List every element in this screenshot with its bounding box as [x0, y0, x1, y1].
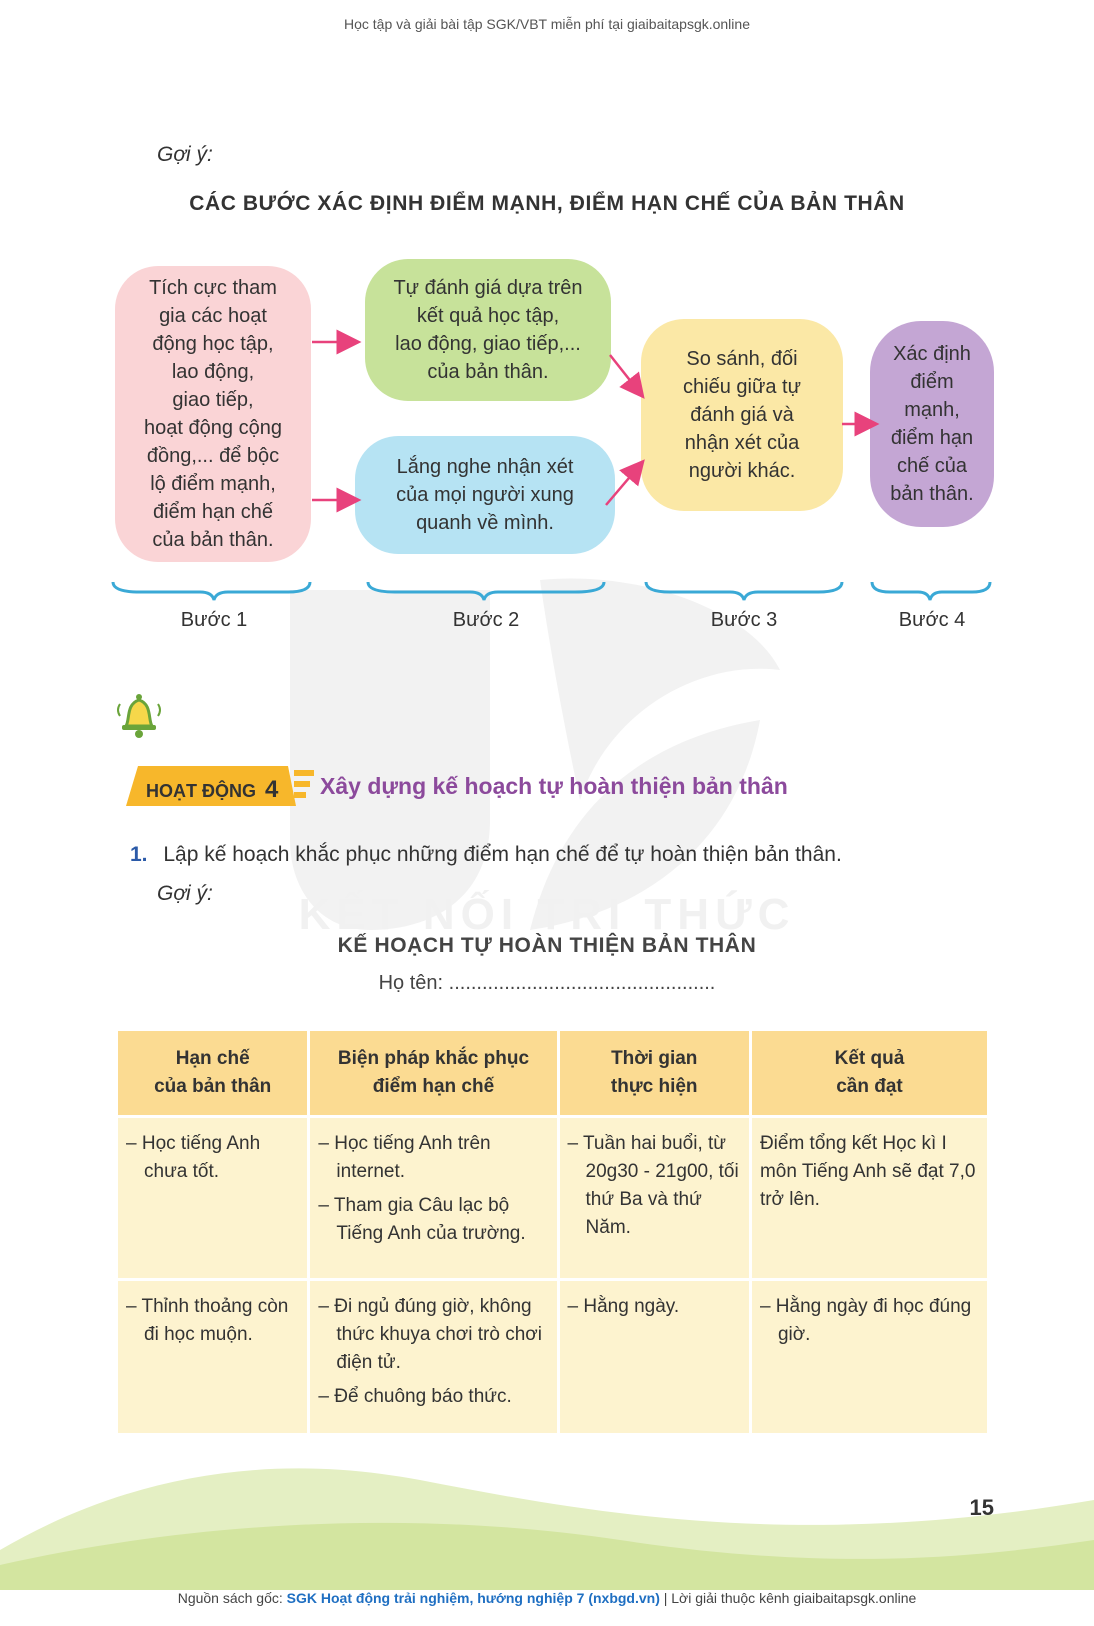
step4-line: điểm hạn [890, 427, 974, 449]
diagram-title: CÁC BƯỚC XÁC ĐỊNH ĐIỂM MẠNH, ĐIỂM HẠN CHẾ CỦA BẢN THÂN [189, 192, 905, 215]
step3-line: chiếu giữa tự [683, 376, 801, 398]
task-item-1 [130, 843, 842, 867]
cell-text: – Học tiếng Anh chưa tốt. [126, 1133, 261, 1182]
table-cell [560, 1281, 749, 1433]
step3-line: người khác. [688, 460, 796, 482]
brace-step2 [368, 582, 604, 600]
watermark-text: KẾT NỐI TRI THỨC [298, 890, 796, 939]
header-text: cần đạt [836, 1076, 903, 1097]
cell-text: Điểm tổng kết Học kì I môn Tiếng Anh sẽ đạt 7,0 trở lên. [759, 1133, 976, 1210]
step1-line: lộ điểm mạnh, [150, 473, 276, 495]
step3-line: đánh giá và [690, 404, 794, 426]
source-link[interactable]: SGK Hoạt động trải nghiệm, hướng nghiệp 7 (nxbgd.vn) [286, 1590, 660, 1606]
top-note: Học tập và giải bài tập SGK/VBT miễn phí tại giaibaitapsgk.online [344, 16, 750, 32]
table-cell [560, 1118, 749, 1278]
cell-text: – Thỉnh thoảng còn đi học muộn. [126, 1296, 289, 1345]
header-text: thực hiện [610, 1076, 698, 1097]
diagram-connectors [0, 0, 1094, 640]
step4-line: bản thân. [890, 483, 974, 505]
brace-step3 [646, 582, 842, 600]
source-suffix: | Lời giải thuộc kênh giaibaitapsgk.online [659, 1590, 917, 1606]
step1-line: động học tập, [152, 333, 274, 355]
step-label-4: Bước 4 [898, 609, 966, 631]
header-result [752, 1031, 987, 1115]
step1-line: điểm hạn chế [152, 501, 274, 523]
step4-line: mạnh, [904, 399, 960, 421]
footer-wave-decoration [0, 1440, 1094, 1590]
step2b-line: Lắng nghe nhận xét [396, 456, 574, 478]
activity-title: Xây dựng kế hoạch tự hoàn thiện bản thân [320, 773, 788, 799]
table-cell [310, 1118, 556, 1278]
cell-text: – Tuần hai buổi, từ 20g30 - 21g00, tối thứ Ba và thứ Năm. [567, 1133, 739, 1238]
header-solution [310, 1031, 556, 1115]
hint-label-2: Gợi ý: [157, 882, 213, 905]
page-number: 15 [969, 1495, 994, 1520]
hint-label: Gợi ý: [157, 143, 213, 166]
step4-line: điểm [910, 371, 954, 393]
step4-line: chế của [896, 455, 968, 477]
header-time [560, 1031, 749, 1115]
cell-text: – Tham gia Câu lạc bộ Tiếng Anh của trường. [318, 1195, 526, 1244]
step3-line: So sánh, đối [686, 348, 798, 370]
step1-line: của bản thân. [152, 529, 274, 551]
brace-step4 [872, 582, 990, 600]
arrow-step2b-to-step3 [606, 465, 640, 505]
step1-line: đồng,... để bộc [146, 445, 280, 467]
table-cell [752, 1118, 987, 1278]
table-header-row [118, 1031, 987, 1115]
brace-step1 [113, 582, 310, 600]
step-label-2: Bước 2 [452, 609, 520, 631]
header-limitation [118, 1031, 307, 1115]
step2a-line: của bản thân. [427, 361, 549, 383]
header-text: Kết quả [834, 1048, 905, 1069]
bell-icon [112, 688, 166, 742]
step1-line: lao động, [171, 361, 255, 383]
table-row [118, 1281, 987, 1433]
activity-badge-number: 4 [265, 776, 279, 803]
step-label-3: Bước 3 [710, 609, 778, 631]
source-line [0, 1590, 1094, 1606]
source-prefix: Nguồn sách gốc: [177, 1590, 287, 1606]
step4-line: Xác định [893, 343, 971, 365]
arrow-step2a-to-step3 [610, 355, 640, 393]
header-text: Biện pháp khắc phục [337, 1048, 530, 1069]
step1-line: hoạt động cộng [144, 417, 282, 439]
cell-text: – Để chuông báo thức. [318, 1386, 512, 1407]
table-row [118, 1118, 987, 1278]
plan-title: KẾ HOẠCH TỰ HOÀN THIỆN BẢN THÂN [337, 934, 757, 957]
header-text: của bản thân [154, 1076, 272, 1097]
cell-text: – Hằng ngày đi học đúng giờ. [759, 1296, 972, 1345]
table-cell [310, 1281, 556, 1433]
step2a-line: lao động, giao tiếp,... [395, 333, 581, 355]
step1-line: giao tiếp, [172, 389, 254, 411]
task-item-text: Lập kế hoạch khắc phục những điểm hạn chế để tự hoàn thiện bản thân. [163, 843, 842, 866]
task-item-number: 1. [130, 843, 148, 866]
step-label-1: Bước 1 [180, 609, 248, 631]
header-text: điểm hạn chế [372, 1076, 495, 1097]
plan-table [115, 1028, 990, 1436]
step3-line: nhận xét của [684, 432, 800, 454]
activity-badge-text: HOẠT ĐỘNG [146, 781, 256, 801]
name-line: Họ tên: ................................................ [378, 972, 716, 994]
step2b-line: của mọi người xung [396, 484, 574, 506]
step1-line: gia các hoạt [159, 305, 267, 327]
table-cell [118, 1281, 307, 1433]
step2b-line: quanh về mình. [416, 512, 554, 534]
step2a-line: Tự đánh giá dựa trên [393, 277, 583, 299]
header-text: Hạn chế [175, 1048, 250, 1069]
table-cell [752, 1281, 987, 1433]
header-text: Thời gian [611, 1048, 698, 1069]
table-cell [118, 1118, 307, 1278]
step2a-line: kết quả học tập, [416, 305, 560, 327]
activity-badge-label [146, 776, 278, 804]
cell-text: – Hằng ngày. [567, 1296, 680, 1317]
cell-text: – Đi ngủ đúng giờ, không thức khuya chơi trò chơi điện tử. [318, 1296, 542, 1373]
step1-line: Tích cực tham [149, 277, 277, 299]
cell-text: – Học tiếng Anh trên internet. [318, 1133, 491, 1182]
